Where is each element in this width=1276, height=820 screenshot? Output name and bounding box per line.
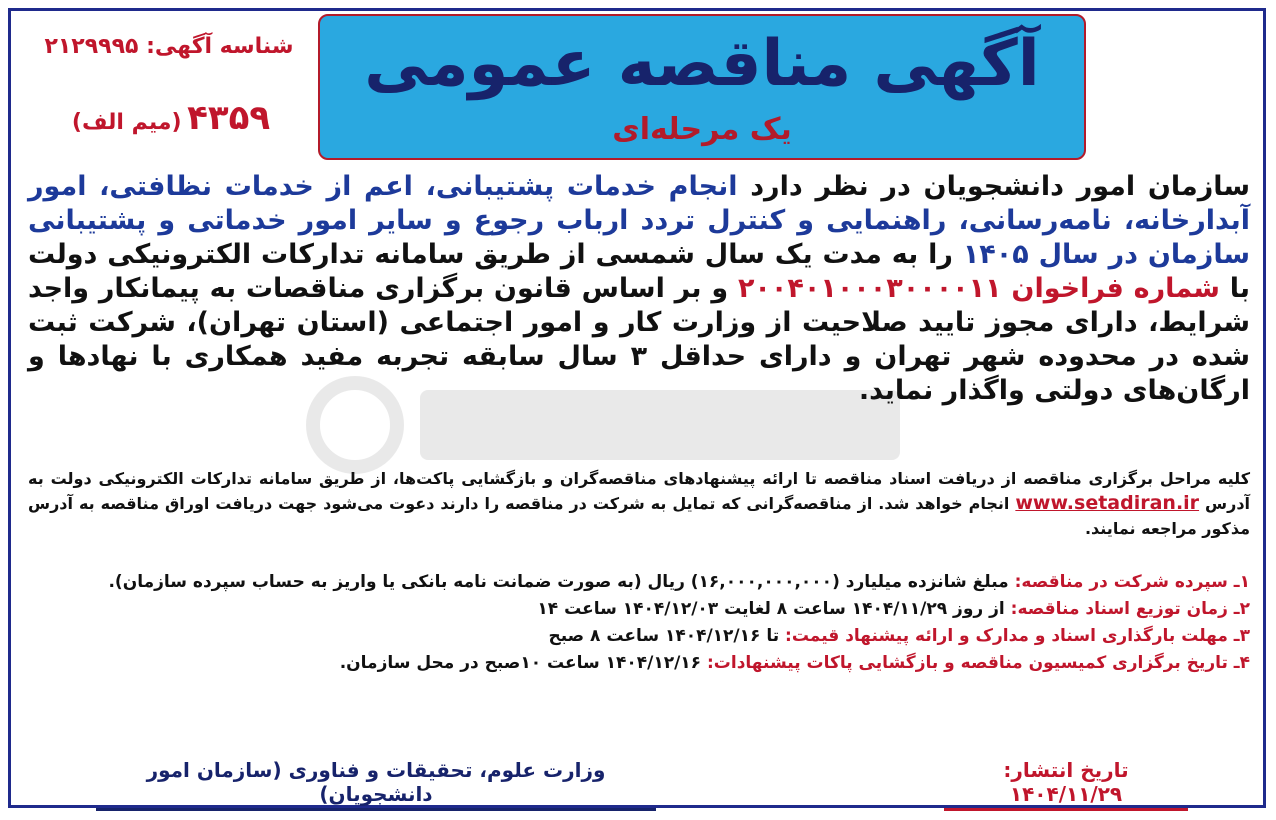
- page-subtitle: یک مرحله‌ای: [612, 112, 792, 147]
- list-item-label: ۳ـ مهلت بارگذاری اسناد و مدارک و ارائه پیشنهاد قیمت:: [785, 626, 1250, 646]
- page-title: آگهی مناقصه عمومی: [364, 27, 1040, 101]
- list-item: [28, 624, 1250, 648]
- main-text-2: انجام خدمات پشتیبانی، اعم از خدمات نظافتی، امور آبدارخانه، نامه‌رسانی، راهنمایی و کنترل تردد ارباب رجوع و سایر امور خدماتی و پشتیبانی سازمان در سال ۱۴۰۵: [28, 171, 1251, 270]
- ad-id-label: شناسه آگهی:: [146, 34, 294, 59]
- body-text-1: کلیه مراحل برگزاری مناقصه از دریافت اسناد مناقصه تا ارائه پیشنهادهای مناقصه‌گران و بازگشایی پاکت‌ها، از طریق سامانه تدارکات الکترونیکی دولت به آدرس: [28, 469, 1251, 513]
- title-box: [318, 14, 1086, 160]
- conditions-list: [28, 570, 1250, 678]
- ad-code: [66, 98, 276, 138]
- organization-name: وزارت علوم، تحقیقات و فناوری (سازمان امور دانشجویان): [96, 758, 656, 811]
- ad-code-series: (میم الف): [71, 110, 182, 135]
- body-text-2: انجام خواهد شد. از مناقصه‌گرانی که تمایل به شرکت در مناقصه را دارند دعوت می‌شود جهت دریافت اوراق مناقصه به آدرس مذکور مراجعه نمایند.: [28, 494, 1250, 538]
- list-item: [28, 597, 1250, 621]
- list-item-label: ۱ـ سپرده شرکت در مناقصه:: [1014, 572, 1250, 592]
- main-paragraph: [28, 170, 1250, 408]
- list-item-text: مبلغ شانزده میلیارد (۱۶,۰۰۰,۰۰۰,۰۰۰) ریال (به صورت ضمانت نامه بانکی یا واریز به حساب سپرده سازمان).: [108, 572, 1009, 592]
- ad-id: [34, 34, 304, 59]
- main-text-3: را به مدت یک سال شمسی از طریق سامانه تدارکات الکترونیکی دولت با: [28, 239, 1250, 304]
- main-text-6: و بر اساس قانون برگزاری مناقصات به پیمانکار واجد شرایط، دارای مجوز تایید صلاحیت از وزارت کار و امور اجتماعی (استان تهران)، شرکت ثبت شده در محدوده شهر تهران و دارای حداقل ۳ سال سابقه تجربه مفید همکاری با نهادها و ارگان‌های دولتی واگذار نماید.: [28, 273, 1251, 406]
- list-item-text: ۱۴۰۴/۱۲/۱۶ ساعت ۱۰صبح در محل سازمان.: [339, 653, 702, 673]
- list-item-text: تا ۱۴۰۴/۱۲/۱۶ ساعت ۸ صبح: [548, 626, 780, 646]
- ad-code-number: ۴۳۵۹: [187, 98, 271, 138]
- setadiran-link[interactable]: www.setadiran.ir: [1015, 492, 1200, 514]
- body-paragraph: [28, 466, 1250, 541]
- main-text-5: ۲۰۰۴۰۱۰۰۰۳۰۰۰۰۱۱: [737, 273, 1002, 304]
- main-text-1: سازمان امور دانشجویان در نظر دارد: [750, 171, 1251, 202]
- list-item: [28, 651, 1250, 675]
- ad-id-value: ۲۱۲۹۹۹۵: [44, 34, 139, 59]
- list-item: [28, 570, 1250, 594]
- list-item-text: از روز ۱۴۰۴/۱۱/۲۹ ساعت ۸ لغایت ۱۴۰۴/۱۲/۰۳ ساعت ۱۴: [537, 599, 1005, 619]
- main-text-4: شماره فراخوان: [1011, 273, 1220, 304]
- list-item-label: ۴ـ تاریخ برگزاری کمیسیون مناقصه و بازگشایی پاکات پیشنهادات:: [706, 653, 1250, 673]
- publish-date: تاریخ انتشار: ۱۴۰۴/۱۱/۲۹: [944, 758, 1188, 811]
- list-item-label: ۲ـ زمان توزیع اسناد مناقصه:: [1010, 599, 1250, 619]
